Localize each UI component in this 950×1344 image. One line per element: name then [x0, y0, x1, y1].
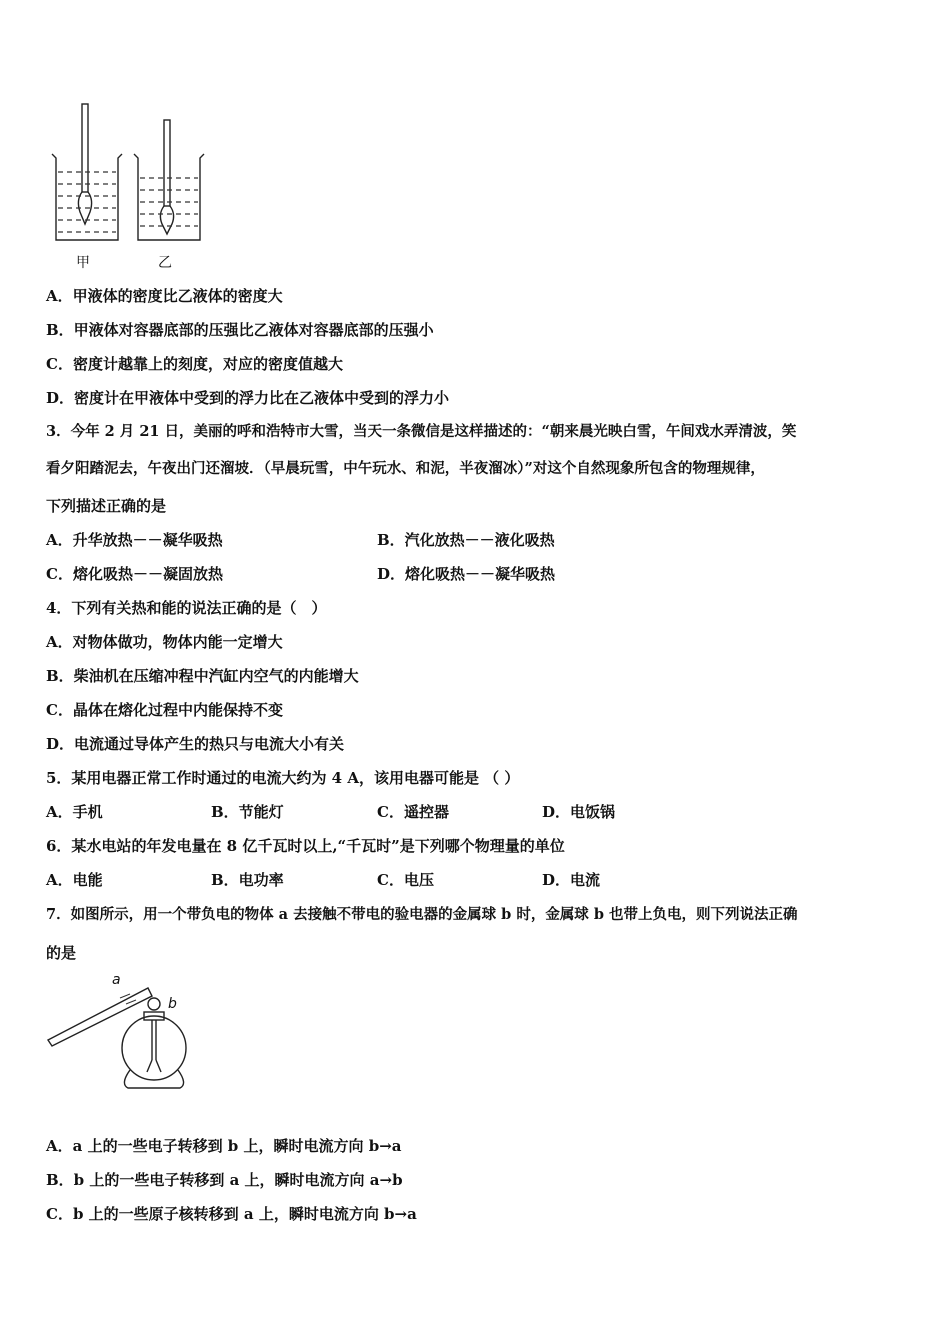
figure-label-b: b [168, 996, 177, 1012]
q4-option-d: D．电流通过导体产生的热只与电流大小有关 [46, 735, 345, 753]
metal-ball [148, 998, 160, 1010]
q7-stem-line-1: 7．如图所示，用一个带负电的物体 a 去接触不带电的验电器的金属球 b 时，金属球 b 也带上负电，则下列说法正确 [46, 906, 798, 923]
density-hydrometer-figure [46, 100, 216, 270]
beaker-right [134, 154, 204, 240]
q6-option-d: D．电流 [542, 871, 601, 889]
q6-option-c: C．电压 [377, 871, 434, 889]
q4-option-c: C．晶体在熔化过程中内能保持不变 [46, 701, 283, 719]
q7-option-c: C．b 上的一些原子核转移到 a 上，瞬时电流方向 b→a [46, 1205, 417, 1223]
q3-stem-line-3: 下列描述正确的是 [46, 497, 167, 515]
q3-stem-line-2: 看夕阳踏泥去，午夜出门还溜坡．（早晨玩雪，中午玩水、和泥，半夜溜冰）”对这个自然现象所包含的物理规律， [46, 460, 765, 477]
q3-option-d: D．熔化吸热－－凝华吸热 [377, 565, 556, 583]
q4-stem: 4．下列有关热和能的说法正确的是（ ） [46, 599, 327, 617]
q5-option-a: A．手机 [46, 803, 103, 821]
q5-option-b: B．节能灯 [211, 803, 284, 821]
q7-stem-line-2: 的是 [46, 944, 77, 962]
q6-option-b: B．电功率 [211, 871, 284, 889]
q3-option-c: C．熔化吸热－－凝固放热 [46, 565, 223, 583]
q2-option-b: B．甲液体对容器底部的压强比乙液体对容器底部的压强小 [46, 321, 434, 339]
q7-option-b: B．b 上的一些电子转移到 a 上，瞬时电流方向 a→b [46, 1171, 403, 1189]
electroscope-figure [44, 974, 214, 1096]
q5-stem: 5．某用电器正常工作时通过的电流大约为 4 A，该用电器可能是 （ ） [46, 769, 520, 787]
q3-stem-line-1: 3．今年 2 月 21 日，美丽的呼和浩特市大雪，当天一条微信是这样描述的：“朝来晨光映白雪，午间戏水弄清波，笑 [46, 423, 797, 440]
q5-option-c: C．遥控器 [377, 803, 449, 821]
q2-option-c: C．密度计越靠上的刻度，对应的密度值越大 [46, 355, 343, 373]
q2-option-d: D．密度计在甲液体中受到的浮力比在乙液体中受到的浮力小 [46, 389, 450, 407]
figure-label-right: 乙 [158, 255, 172, 271]
q3-option-a: A．升华放热－－凝华吸热 [46, 531, 223, 549]
q6-stem: 6．某水电站的年发电量在 8 亿千瓦时以上,“千瓦时”是下列哪个物理量的单位 [46, 837, 565, 855]
electroscope-body [122, 1016, 186, 1080]
q4-option-a: A．对物体做功，物体内能一定增大 [46, 633, 283, 651]
q4-option-b: B．柴油机在压缩冲程中汽缸内空气的内能增大 [46, 667, 359, 685]
q5-option-d: D．电饭锅 [542, 803, 616, 821]
q2-option-a: A．甲液体的密度比乙液体的密度大 [46, 287, 283, 305]
q3-option-b: B．汽化放热－－液化吸热 [377, 531, 555, 549]
hydrometer-right-stem [164, 120, 170, 206]
charged-rod [48, 988, 152, 1046]
beaker-left [52, 154, 122, 240]
q6-option-a: A．电能 [46, 871, 103, 889]
figure-label-a: a [112, 972, 121, 988]
hydrometer-left-stem [82, 104, 88, 192]
figure-label-left: 甲 [76, 255, 90, 271]
q7-option-a: A．a 上的一些电子转移到 b 上，瞬时电流方向 b→a [46, 1137, 402, 1155]
hydrometer-right-bulb [160, 206, 173, 234]
